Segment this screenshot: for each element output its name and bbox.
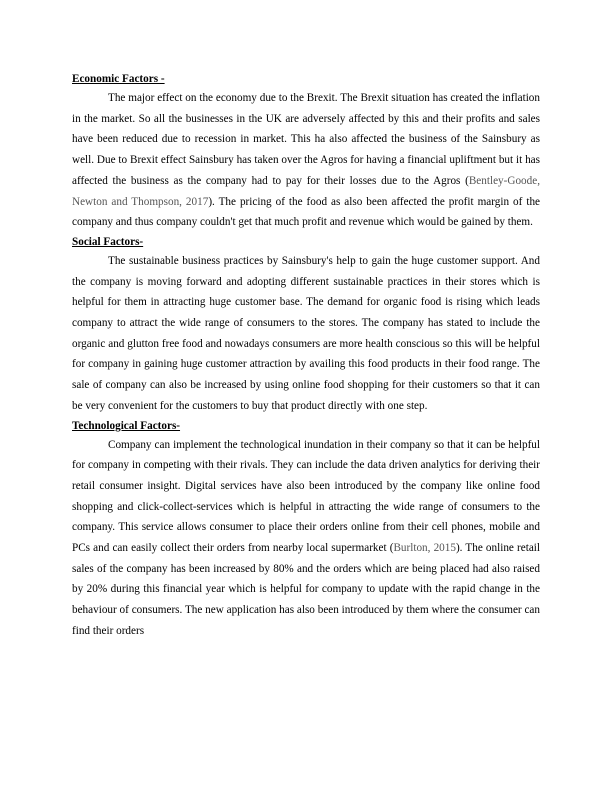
social-factors-paragraph: The sustainable business practices by Sainsbury's help to gain the huge customer support. And the company is moving forward and adopting different sustainable practices in their stores which is helpful for them in attracting huge customer base. The demand for organic food is rising which leads company to attract the wide range of consumers to the stores. The company has stated to include the organic and glutton free food and nowadays consumers are more health conscious so this will be helpful for company in gaining huge customer attraction by availing this food products in their food range. The sale of company can also be increased by using online food shopping for their customers so that it can be very convenient for the customers to buy that product directly with one step. bbox=[72, 254, 540, 412]
document-body bbox=[72, 70, 540, 642]
technological-factors-heading: Technological Factors- bbox=[72, 419, 181, 432]
economic-factors-paragraph bbox=[72, 88, 540, 233]
economic-citation: Bentley-Goode, Newton and Thompson, 2017 bbox=[72, 174, 540, 208]
economic-text-part1: The major effect on the economy due to the Brexit. The Brexit situation has created the inflation in the market. So all the businesses in the UK are adversely affected by this and their profits and sales have been reduced due to recession in market. This ha also affected the business of the Sainsbury as well. Due to Brexit effect Sainsbury has taken over the Agros for having a financial upliftment but it has affected the business as the company had to pay for their losses due to the Agros ( bbox=[72, 92, 540, 187]
technological-citation: Burlton, 2015 bbox=[393, 542, 456, 555]
technological-text-part2: ). The online retail sales of the company has been increased by 80% and the orders which are being placed had also raised by 20% during this financial year which is helpful for company to update with the rapid change in the behaviour of consumers. The new application has also been introduced by them where the consumer can find their orders bbox=[72, 542, 540, 637]
technological-text-part1: Company can implement the technological inundation in their company so that it can be helpful for company in competing with their rivals. They can include the data driven analytics for deriving their retail consumer insight. Digital services have also been introduced by the company like online food shopping and click-collect-services which is helpful in attracting the wide range of consumers to the company. This service allows consumer to place their orders online from their cell phones, mobile and PCs and can easily collect their orders from nearby local supermarket ( bbox=[72, 438, 540, 555]
economic-text-part2: ). The pricing of the food as also been affected the profit margin of the company and thus company couldn't get that much profit and revenue which would be gained by them. bbox=[72, 195, 540, 229]
social-factors-heading: Social Factors- bbox=[72, 235, 144, 248]
technological-factors-paragraph bbox=[72, 435, 540, 642]
economic-factors-heading: Economic Factors - bbox=[72, 73, 165, 85]
